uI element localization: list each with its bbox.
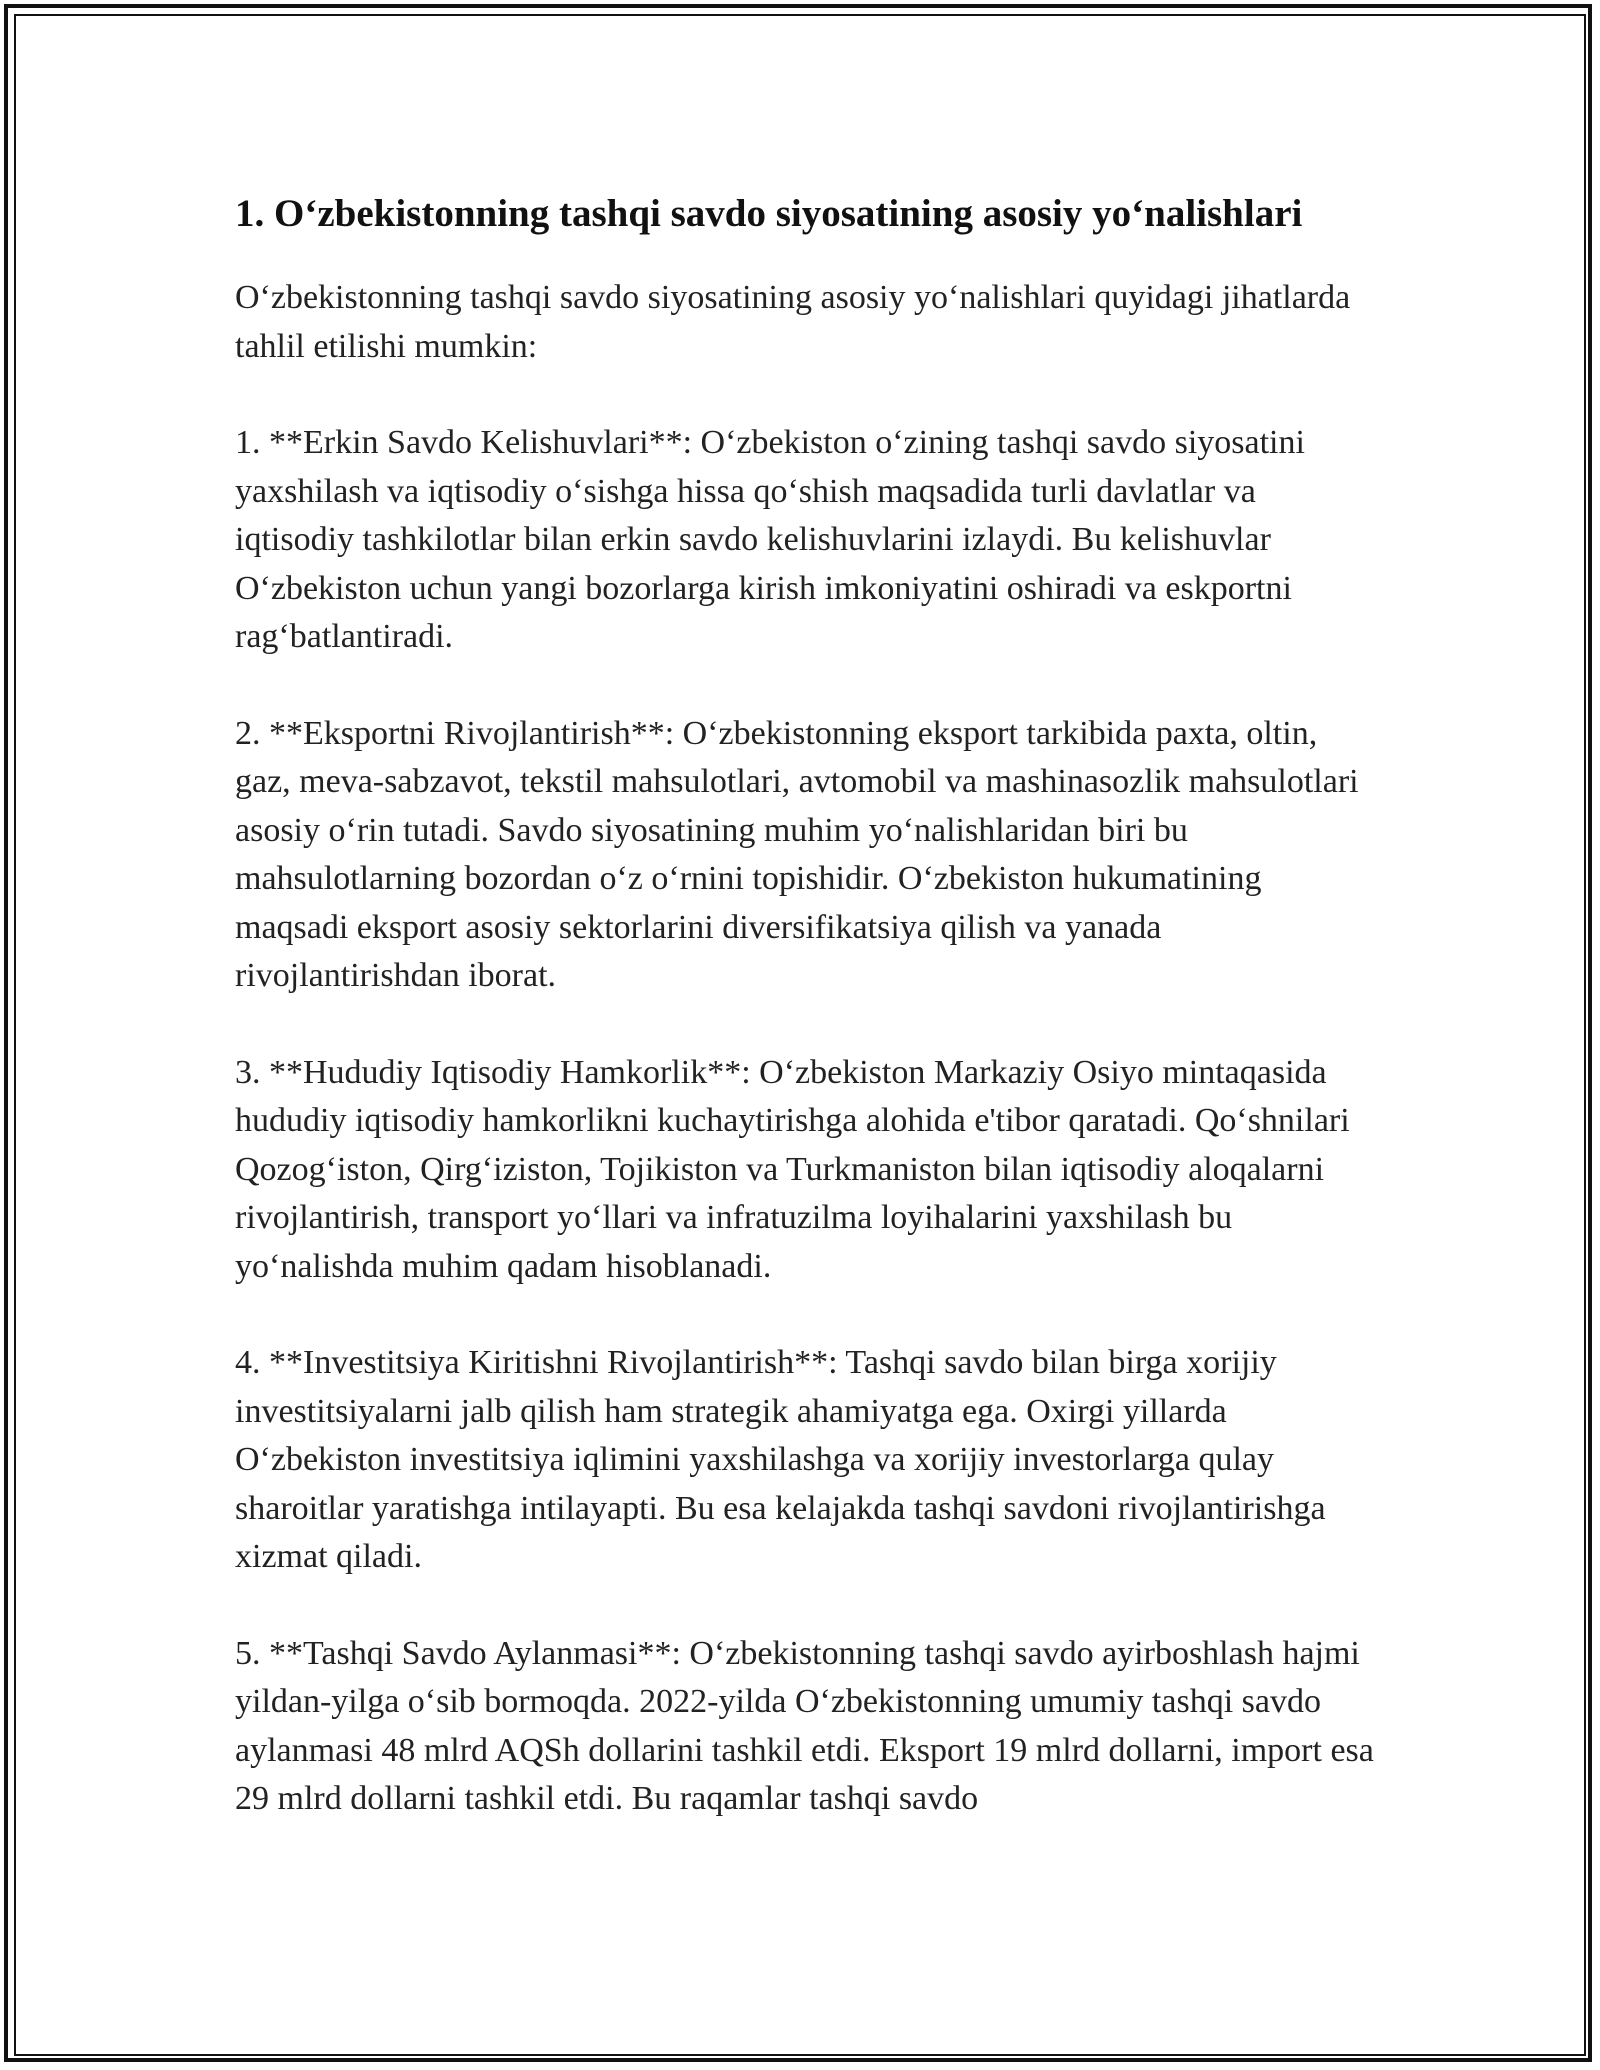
paragraph-trade-turnover: 5. **Tashqi Savdo Aylanmasi**: O‘zbekistonning tashqi savdo ayirboshlash hajmi yildan-yilga o‘sib bormoqda. 2022-yilda O‘zbekistonning umumiy tashqi savdo aylanmasi 48 mlrd AQSh dollarini tashkil etdi. Eksport 19 mlrd dollarni, import esa 29 mlrd dollarni tashkil etdi. Bu raqamlar tashqi savdo [235,1634,1374,1817]
page-title: 1. O‘zbekistonning tashqi savdo siyosatining asosiy yo‘nalishlari [235,192,1303,235]
paragraph-investment-development: 4. **Investitsiya Kiritishni Rivojlantirish**: Tashqi savdo bilan birga xorijiy investitsiyalarni jalb qilish ham strategik ahamiyatga ega. Oxirgi yillarda O‘zbekiston investitsiya iqlimini yaxshilashga va xorijiy investorlarga qulay sharoitlar yaratishga intilayapti. Bu esa kelajakda tashqi savdoni rivojlantirishga xizmat qiladi. [235,1344,1326,1575]
paragraph-free-trade-agreements: 1. **Erkin Savdo Kelishuvlari**: O‘zbekiston o‘zining tashqi savdo siyosatini yaxshilash va iqtisodiy o‘sishga hissa qo‘shish maqsadida turli davlatlar va iqtisodiy tashkilotlar bilan erkin savdo kelishuvlarini izlaydi. Bu kelishuvlar O‘zbekiston uchun yangi bozorlarga kirish imkoniyatini oshiradi va eskportni rag‘batlantiradi. [235,424,1305,655]
paragraph-export-development: 2. **Eksportni Rivojlantirish**: O‘zbekistonning eksport tarkibida paxta, oltin, gaz, meva-sabzavot, tekstil mahsulotlari, avtomobil va mashinasozlik mahsulotlari asosiy o‘rin tutadi. Savdo siyosatining muhim yo‘nalishlaridan biri bu mahsulotlarning bozordan o‘z o‘rnini topishidir. O‘zbekiston hukumatining maqsadi eksport asosiy sektorlarini diversifikatsiya qilish va yanada rivojlantirishdan iborat. [235,714,1359,994]
paragraph-regional-cooperation: 3. **Hududiy Iqtisodiy Hamkorlik**: O‘zbekiston Markaziy Osiyo mintaqasida hududiy iqtisodiy hamkorlikni kuchaytirishga alohida e'tibor qaratadi. Qo‘shnilari Qozog‘iston, Qirg‘iziston, Tojikiston va Turkmaniston bilan iqtisodiy aloqalarni rivojlantirish, transport yo‘llari va infratuzilma loyihalarini yaxshilash bu yo‘nalishda muhim qadam hisoblanadi. [235,1053,1350,1285]
document-body [235,186,1375,1872]
intro-paragraph: O‘zbekistonning tashqi savdo siyosatining asosiy yo‘nalishlari quyidagi jihatlarda tahlil etilishi mumkin: [235,279,1351,365]
